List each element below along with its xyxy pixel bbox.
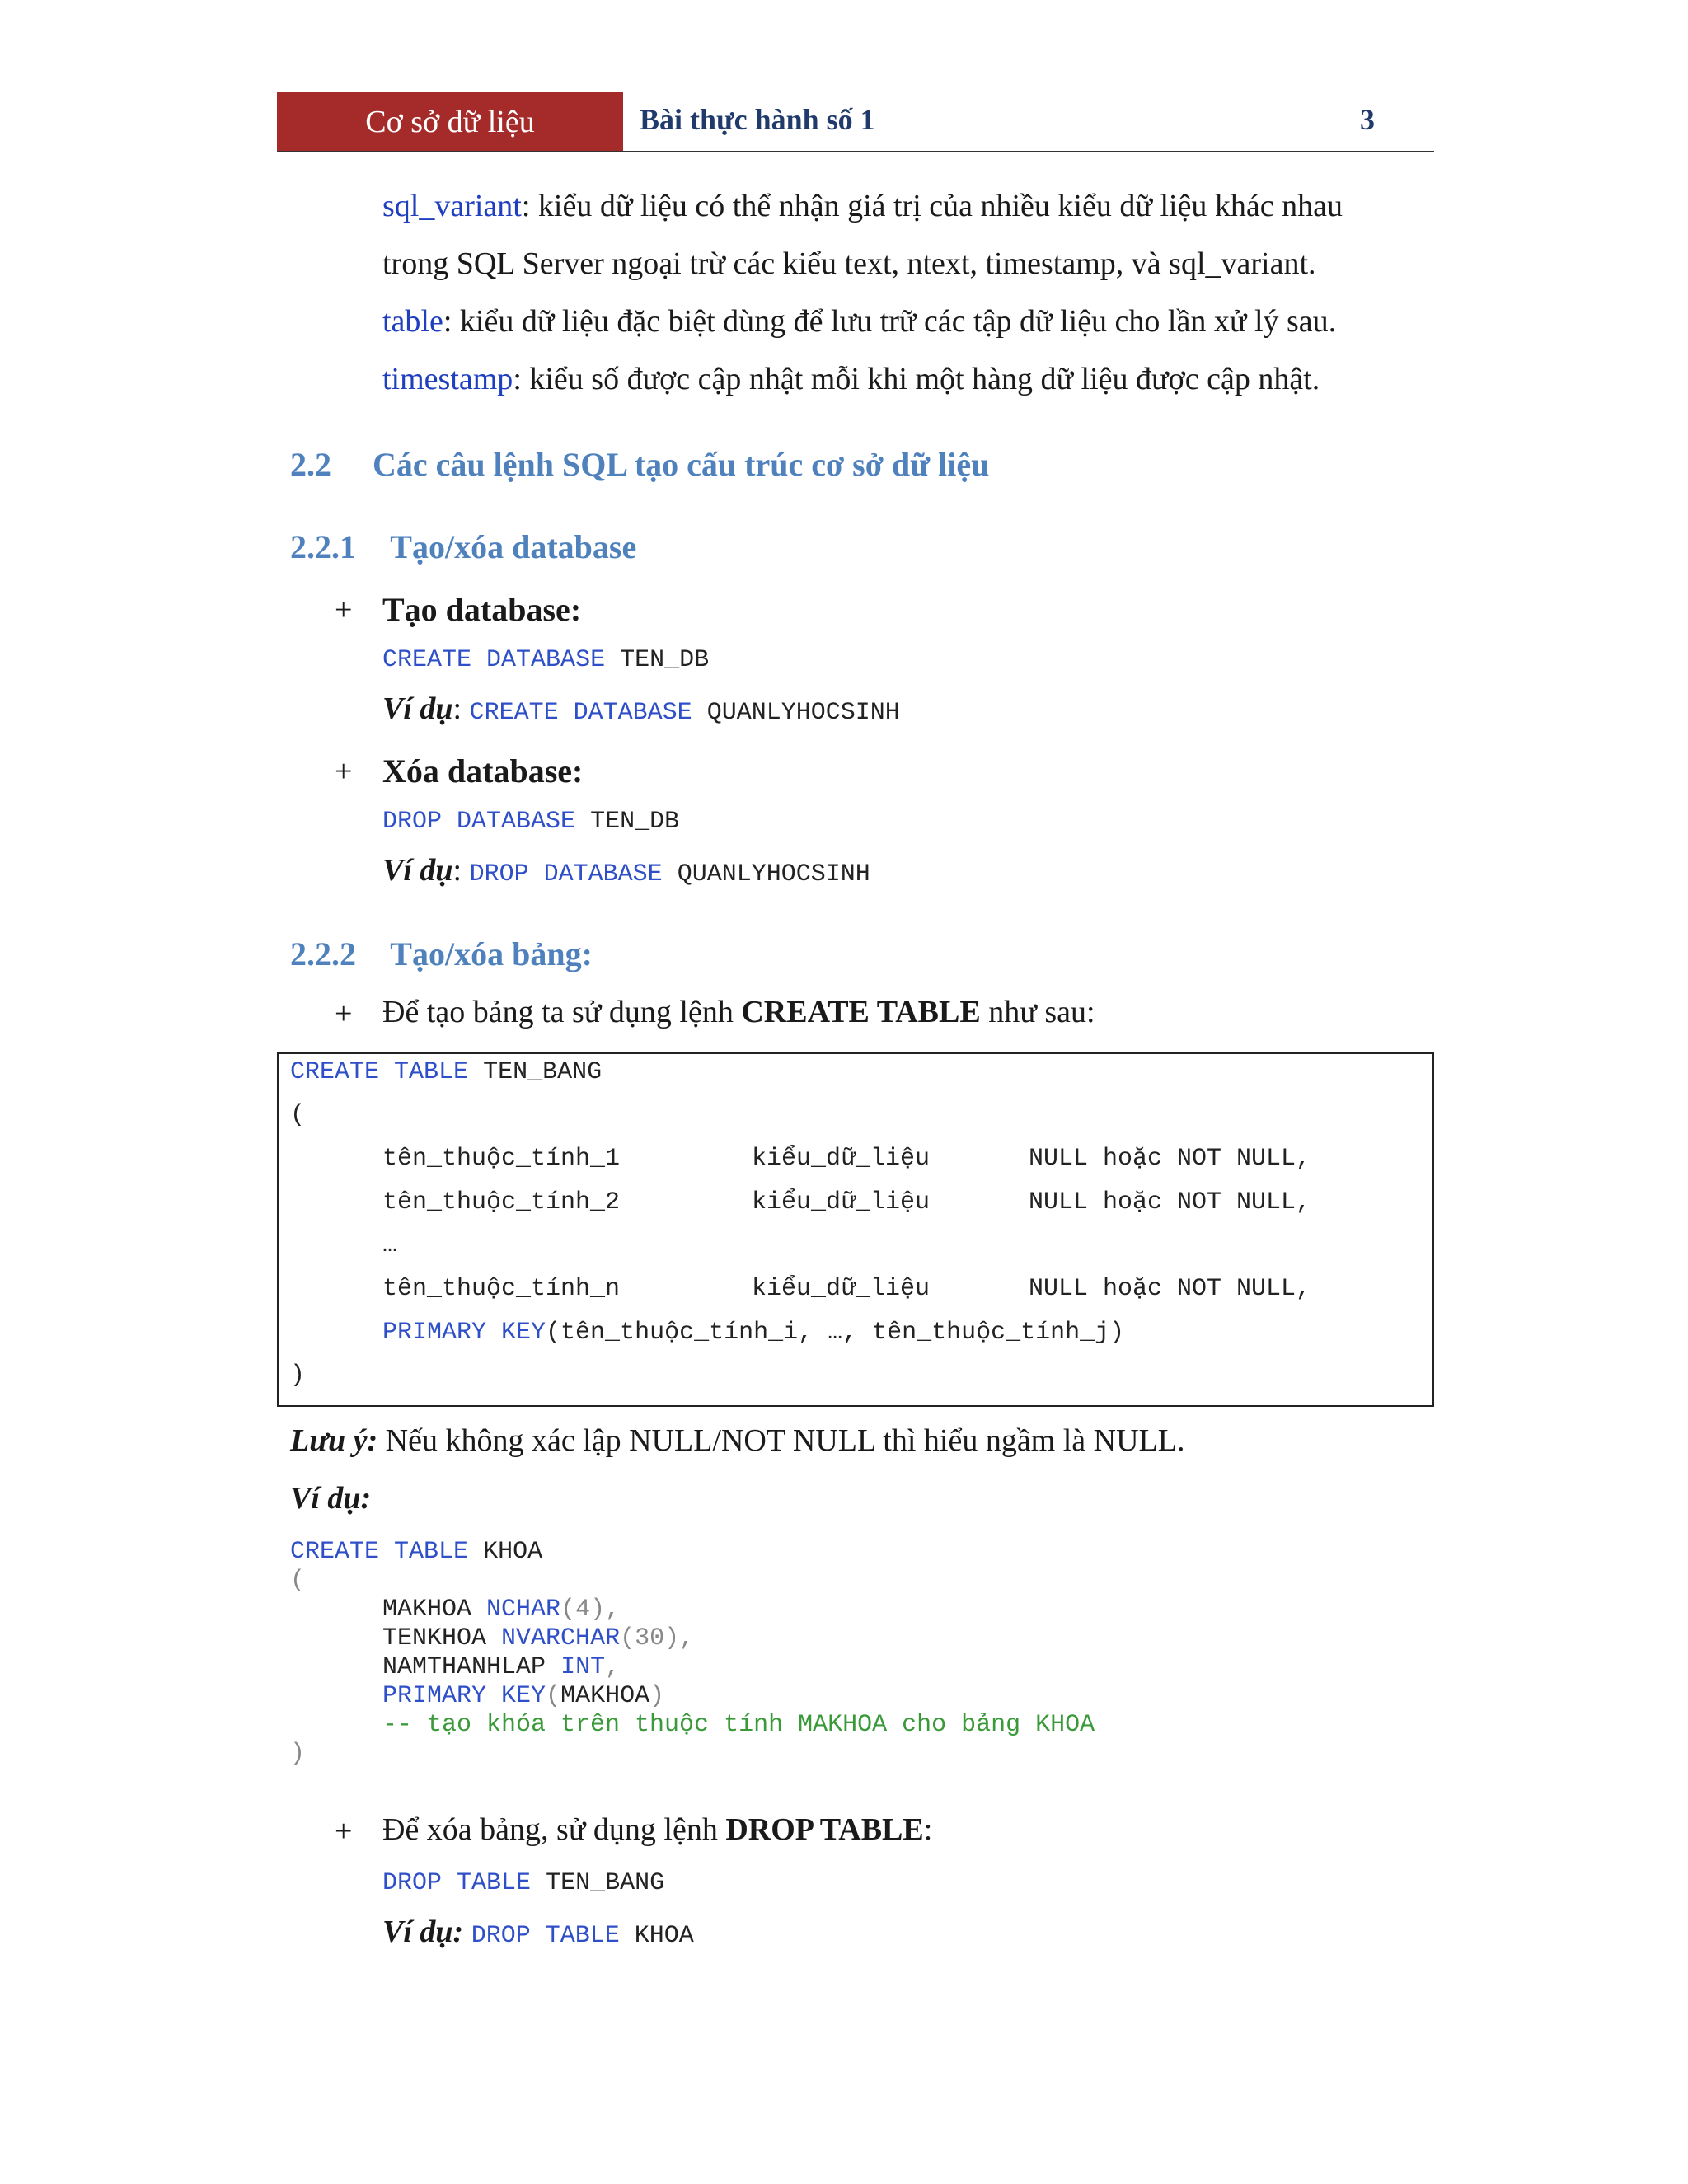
sql-identifier: QUANLYHOCSINH: [677, 860, 870, 888]
section-number: 2.2.2: [290, 935, 356, 972]
type-name: timestamp: [382, 362, 513, 396]
syntax-close-paren: ): [290, 1361, 306, 1390]
paren: (: [290, 1567, 306, 1595]
sql-keyword: DROP: [382, 808, 443, 836]
column-name: NAMTHANHLAP: [382, 1653, 546, 1681]
syntax-ellipsis: …: [382, 1231, 398, 1259]
type-line-timestamp: [382, 361, 1320, 397]
sql-keyword: DATABASE: [573, 699, 692, 727]
type-desc: trong SQL Server ngoại trừ các kiểu text, ntext, timestamp, và sql_variant.: [382, 246, 1316, 281]
sql-identifier: KHOA: [483, 1538, 543, 1566]
syntax-type: kiểu_dữ_liệu: [752, 1188, 931, 1216]
bullet-plus: +: [335, 754, 353, 789]
type-line-continuation: [382, 246, 1316, 282]
intro-text: Để tạo bảng ta sử dụng lệnh: [382, 995, 742, 1029]
section-heading-2-2-1: [290, 527, 636, 566]
sql-identifier: QUANLYHOCSINH: [706, 699, 900, 727]
sql-keyword: TABLE: [545, 1922, 620, 1950]
syntax-null: NULL hoặc NOT NULL,: [1029, 1188, 1311, 1216]
drop-db-example: [382, 852, 870, 888]
sql-keyword: CREATE: [290, 1058, 380, 1086]
example-code: [470, 699, 900, 727]
bullet-plus: +: [335, 996, 353, 1031]
example-code: [470, 860, 870, 888]
example-code-line: [382, 1596, 620, 1624]
sql-keyword: DROP: [471, 1922, 531, 1950]
example-code: [471, 1922, 694, 1950]
drop-table-example: [382, 1914, 694, 1950]
example-colon: :: [452, 853, 462, 888]
type-desc: : kiểu số được cập nhật mỗi khi một hàng dữ liệu được cập nhật.: [513, 362, 1320, 396]
sql-keyword: DROP: [469, 860, 529, 888]
example-label: Ví dụ:: [382, 1915, 464, 1949]
create-db-syntax: [382, 646, 709, 674]
create-db-example: [382, 691, 900, 727]
type-line-sql-variant: [382, 188, 1343, 224]
example-label: Ví dụ: [382, 853, 453, 888]
header-title: Bài thực hành số 1: [640, 103, 875, 136]
sql-identifier: TEN_DB: [590, 808, 680, 836]
section-title: Tạo/xóa database: [390, 528, 637, 565]
intro-command: CREATE TABLE: [741, 995, 981, 1029]
drop-table-intro: [382, 1811, 932, 1848]
bullet-plus: +: [335, 593, 353, 627]
sql-keyword: PRIMARY KEY: [382, 1682, 546, 1710]
example-comment: [382, 1711, 1095, 1739]
section-heading-2-2: [290, 445, 989, 484]
header-course: Cơ sở dữ liệu: [365, 105, 535, 139]
paren: (: [546, 1682, 561, 1710]
intro-command: DROP TABLE: [725, 1812, 924, 1847]
drop-db-syntax: [382, 808, 679, 836]
example-code-line: [382, 1682, 664, 1710]
intro-text: Để xóa bảng, sử dụng lệnh: [382, 1812, 726, 1847]
sql-keyword: DATABASE: [543, 860, 663, 888]
example-label: Ví dụ: [382, 691, 453, 726]
pk-args: (tên_thuộc_tính_i, …, tên_thuộc_tính_j): [546, 1319, 1125, 1347]
column-name: MAKHOA: [560, 1682, 650, 1710]
paren: ): [649, 1682, 665, 1710]
sql-keyword: TABLE: [457, 1869, 532, 1897]
sql-identifier: TEN_BANG: [483, 1058, 603, 1086]
note-text: Nếu không xác lập NULL/NOT NULL thì hiểu ngầm là NULL.: [377, 1423, 1185, 1458]
syntax-attr: tên_thuộc_tính_n: [382, 1275, 621, 1303]
drop-db-label: Xóa database:: [382, 752, 584, 790]
sql-keyword: PRIMARY KEY: [382, 1319, 546, 1347]
sql-type: INT: [560, 1653, 606, 1681]
intro-text-after: :: [923, 1812, 933, 1847]
bullet-plus: +: [335, 1814, 353, 1849]
note-label: Lưu ý:: [290, 1423, 378, 1458]
syntax-attr: tên_thuộc_tính_1: [382, 1145, 621, 1173]
drop-table-syntax: [382, 1869, 664, 1897]
example-code-line: [382, 1624, 694, 1652]
sql-identifier: KHOA: [634, 1922, 694, 1950]
sql-keyword: DROP: [382, 1869, 443, 1897]
syntax-primary-key: [382, 1319, 1124, 1347]
intro-text-after: như sau:: [980, 995, 1095, 1029]
type-args: ,: [605, 1653, 621, 1681]
type-name: table: [382, 304, 443, 339]
syntax-null: NULL hoặc NOT NULL,: [1029, 1275, 1311, 1303]
type-desc: : kiểu dữ liệu có thể nhận giá trị của nhiều kiểu dữ liệu khác nhau: [521, 189, 1343, 223]
note-line: [290, 1422, 1184, 1459]
syntax-attr: tên_thuộc_tính_2: [382, 1188, 621, 1216]
example-close-paren: [290, 1740, 305, 1768]
sql-keyword: CREATE: [382, 646, 472, 674]
section-title: Các câu lệnh SQL tạo cấu trúc cơ sở dữ liệu: [373, 446, 990, 483]
sql-keyword: CREATE: [290, 1538, 380, 1566]
sql-keyword: CREATE: [469, 699, 559, 727]
sql-identifier: TEN_BANG: [546, 1869, 665, 1897]
header-divider: [277, 151, 1434, 152]
syntax-null: NULL hoặc NOT NULL,: [1029, 1145, 1311, 1173]
page-number: 3: [1360, 103, 1375, 136]
create-table-intro: [382, 994, 1095, 1030]
column-name: TENKHOA: [382, 1624, 487, 1652]
example-code-line: [290, 1538, 542, 1566]
create-table-syntax-box: [277, 1052, 1434, 1407]
sql-type: NCHAR: [486, 1596, 561, 1624]
paren: ): [290, 1740, 306, 1768]
example-heading: Ví dụ:: [290, 1481, 372, 1516]
sql-keyword: TABLE: [394, 1058, 469, 1086]
example-colon: :: [452, 691, 462, 726]
syntax-open-paren: (: [290, 1101, 306, 1129]
section-number: 2.2.1: [290, 528, 356, 565]
sql-identifier: TEN_DB: [620, 646, 710, 674]
example-code-line: [382, 1653, 620, 1681]
syntax-type: kiểu_dữ_liệu: [752, 1145, 931, 1173]
type-args: (30),: [620, 1624, 695, 1652]
section-heading-2-2-2: [290, 935, 593, 973]
sql-keyword: DATABASE: [486, 646, 606, 674]
example-open-paren: [290, 1567, 305, 1595]
type-args: (4),: [560, 1596, 621, 1624]
syntax-line-1: [290, 1058, 602, 1086]
sql-keyword: TABLE: [394, 1538, 469, 1566]
sql-keyword: DATABASE: [457, 808, 576, 836]
header-course-tab: [277, 92, 623, 152]
create-db-label: Tạo database:: [382, 591, 582, 628]
type-desc: : kiểu dữ liệu đặc biệt dùng để lưu trữ các tập dữ liệu cho lần xử lý sau.: [443, 304, 1337, 339]
type-line-table: [382, 303, 1336, 340]
section-number: 2.2: [290, 446, 331, 483]
sql-comment: -- tạo khóa trên thuộc tính MAKHOA cho bảng KHOA: [382, 1711, 1095, 1739]
type-name: sql_variant: [382, 189, 522, 223]
syntax-type: kiểu_dữ_liệu: [752, 1275, 931, 1303]
column-name: MAKHOA: [382, 1596, 472, 1624]
sql-type: NVARCHAR: [501, 1624, 621, 1652]
section-title: Tạo/xóa bảng:: [390, 935, 593, 972]
